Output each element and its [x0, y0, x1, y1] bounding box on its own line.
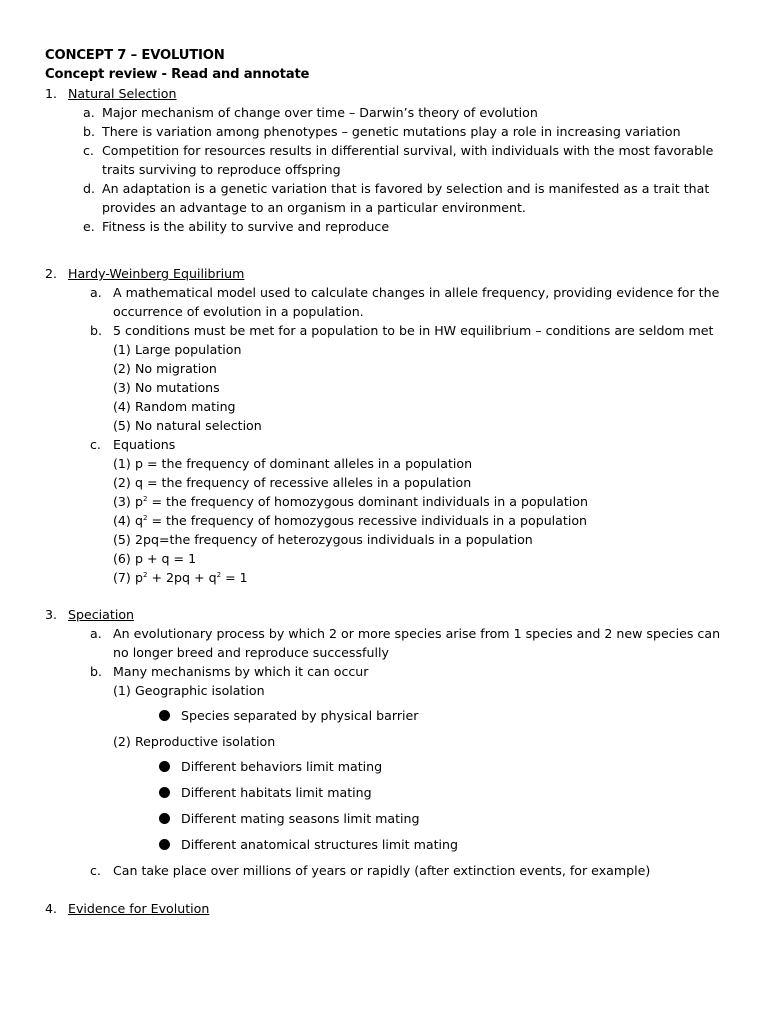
- list-item: b. Many mechanisms by which it can occur: [90, 664, 369, 679]
- section-number: 1.: [45, 86, 58, 101]
- bullet-icon: [159, 710, 170, 721]
- condition-item: (2) No migration: [113, 361, 217, 376]
- equation-item: (7) $p^2 + 2pq + q^2 = 1$: [113, 570, 248, 585]
- list-item: b. 5 conditions must be met for a population to be in HW equilibrium – conditions are seldom met: [90, 323, 714, 338]
- bullet-item: Different habitats limit mating: [45, 783, 735, 803]
- condition-item: (3) No mutations: [113, 380, 220, 395]
- equation-item: (5) 2pq=the frequency of heterozygous individuals in a population: [113, 532, 533, 547]
- equation-item: (1) p = the frequency of dominant alleles in a population: [113, 456, 473, 471]
- section-heading: Evidence for Evolution: [68, 901, 210, 916]
- condition-item: (4) Random mating: [113, 399, 236, 414]
- bullet-icon: [159, 761, 170, 772]
- equation-item: (3) $p^2$ = the frequency of homozygous dominant individuals in a population: [113, 494, 588, 509]
- document-page: [45, 46, 735, 918]
- bullet-icon: [159, 813, 170, 824]
- section-number: 4.: [45, 901, 58, 916]
- condition-item: (5) No natural selection: [113, 418, 262, 433]
- section-heading: Hardy-Weinberg Equilibrium: [68, 266, 245, 281]
- list-item: c. Equations: [90, 437, 176, 452]
- document-subtitle: Concept review - Read and annotate: [45, 67, 310, 82]
- bullet-item: Different mating seasons limit mating: [45, 809, 735, 829]
- section-heading: Speciation: [68, 607, 135, 622]
- bullet-item: Different behaviors limit mating: [45, 757, 735, 777]
- mechanism-item: (1) Geographic isolation: [113, 683, 265, 698]
- condition-item: (1) Large population: [113, 342, 242, 357]
- bullet-icon: [159, 787, 170, 798]
- section-evidence-for-evolution: [45, 899, 735, 918]
- equation-item: (6) p + q = 1: [113, 551, 197, 566]
- list-item: d. An adaptation is a genetic variation that is favored by selection and is manifested as a trait that provides an advantage to an organism in a particular environment.: [83, 181, 710, 215]
- list-item: c. Competition for resources results in differential survival, with individuals with the most favorable traits surviving to reproduce offspring: [83, 143, 714, 177]
- list-item: a. A mathematical model used to calculate changes in allele frequency, providing evidence for the occurrence of evolution in a population.: [90, 285, 720, 319]
- equation-item: (2) q = the frequency of recessive alleles in a population: [113, 475, 472, 490]
- list-item: a. Major mechanism of change over time – Darwin’s theory of evolution: [83, 105, 538, 120]
- section-natural-selection: [45, 84, 735, 103]
- list-item: c. Can take place over millions of years or rapidly (after extinction events, for example): [90, 863, 651, 878]
- section-speciation: [45, 605, 735, 624]
- list-item: e. Fitness is the ability to survive and reproduce: [83, 219, 390, 234]
- section-number: 2.: [45, 266, 58, 281]
- list-item: a. An evolutionary process by which 2 or more species arise from 1 species and 2 new species can no longer breed and reproduce successfully: [90, 626, 721, 660]
- section-heading: Natural Selection: [68, 86, 177, 101]
- section-hardy-weinberg: [45, 264, 735, 283]
- list-item: b. There is variation among phenotypes – genetic mutations play a role in increasing variation: [83, 124, 681, 139]
- document-title: CONCEPT 7 – EVOLUTION: [45, 48, 225, 63]
- section-number: 3.: [45, 607, 58, 622]
- bullet-item: Different anatomical structures limit mating: [45, 835, 735, 855]
- equation-item: (4) $q^2$ = the frequency of homozygous recessive individuals in a population: [113, 513, 588, 528]
- bullet-icon: [159, 839, 170, 850]
- mechanism-item: (2) Reproductive isolation: [113, 734, 276, 749]
- bullet-item: Species separated by physical barrier: [45, 706, 735, 726]
